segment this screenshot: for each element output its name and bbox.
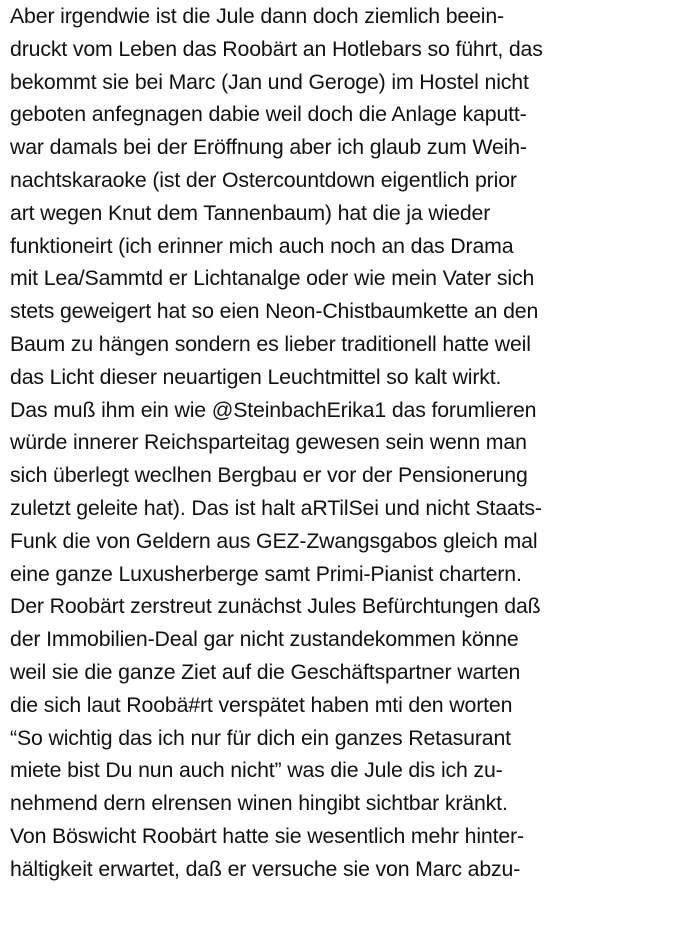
- text-line: stets geweigert hat so eien Neon-Chistbaumkette an den: [10, 299, 539, 324]
- text-line: Baum zu hängen sondern es lieber traditionell hatte weil: [10, 331, 531, 356]
- text-line: nachtskaraoke (ist der Ostercountdown eigentlich prior: [10, 167, 517, 192]
- document-page: [10, 0, 680, 940]
- text-line: art wegen Knut dem Tannenbaum) hat die ja wieder: [10, 200, 491, 225]
- text-line: hältigkeit erwartet, daß er versuche sie von Marc abzu-: [10, 856, 521, 881]
- text-line: Funk die von Geldern aus GEZ-Zwangsgabos gleich mal: [10, 528, 538, 553]
- text-line: war damals bei der Eröffnung aber ich glaub zum Weih-: [10, 135, 527, 160]
- text-line: Von Böswicht Roobärt hatte sie wesentlich mehr hinter-: [10, 823, 524, 848]
- text-line: die sich laut Roobä#rt verspätet haben mti den worten: [10, 692, 513, 717]
- text-line: würde innerer Reichsparteitag gewesen sein wenn man: [10, 430, 527, 455]
- text-line: weil sie die ganze Ziet auf die Geschäftspartner warten: [10, 659, 521, 684]
- text-line: mit Lea/Sammtd er Lichtanalge oder wie mein Vater sich: [10, 266, 535, 291]
- text-line: der Immobilien-Deal gar nicht zustandekommen könne: [10, 627, 519, 652]
- text-line: geboten anfegnagen dabie weil doch die Anlage kaputt-: [10, 102, 527, 127]
- text-line: das Licht dieser neuartigen Leuchtmittel so kalt wirkt.: [10, 364, 502, 389]
- text-line: Der Roobärt zerstreut zunächst Jules Befürchtungen daß: [10, 594, 541, 619]
- text-line: miete bist Du nun auch nicht” was die Jule dis ich zu-: [10, 758, 503, 783]
- text-line: Das muß ihm ein wie @SteinbachErika1 das forumlieren: [10, 397, 537, 422]
- text-line: funktioneirt (ich erinner mich auch noch an das Drama: [10, 233, 514, 258]
- text-line: Aber irgendwie ist die Jule dann doch ziemlich beein-: [10, 4, 504, 28]
- text-line: eine ganze Luxusherberge samt Primi-Pianist chartern.: [10, 561, 522, 586]
- text-line: nehmend dern elrensen winen hingibt sichtbar kränkt.: [10, 791, 508, 816]
- text-line: bekommt sie bei Marc (Jan und Geroge) im Hostel nicht: [10, 69, 529, 94]
- text-line: “So wichtig das ich nur für dich ein ganzes Retasurant: [10, 725, 511, 750]
- text-line: druckt vom Leben das Roobärt an Hotlebars so führt, das: [10, 36, 543, 61]
- text-line: sich überlegt weclhen Bergbau er vor der Pensionerung: [10, 463, 528, 488]
- text-line: zuletzt geleite hat). Das ist halt aRTilSei und nicht Staats-: [10, 495, 542, 520]
